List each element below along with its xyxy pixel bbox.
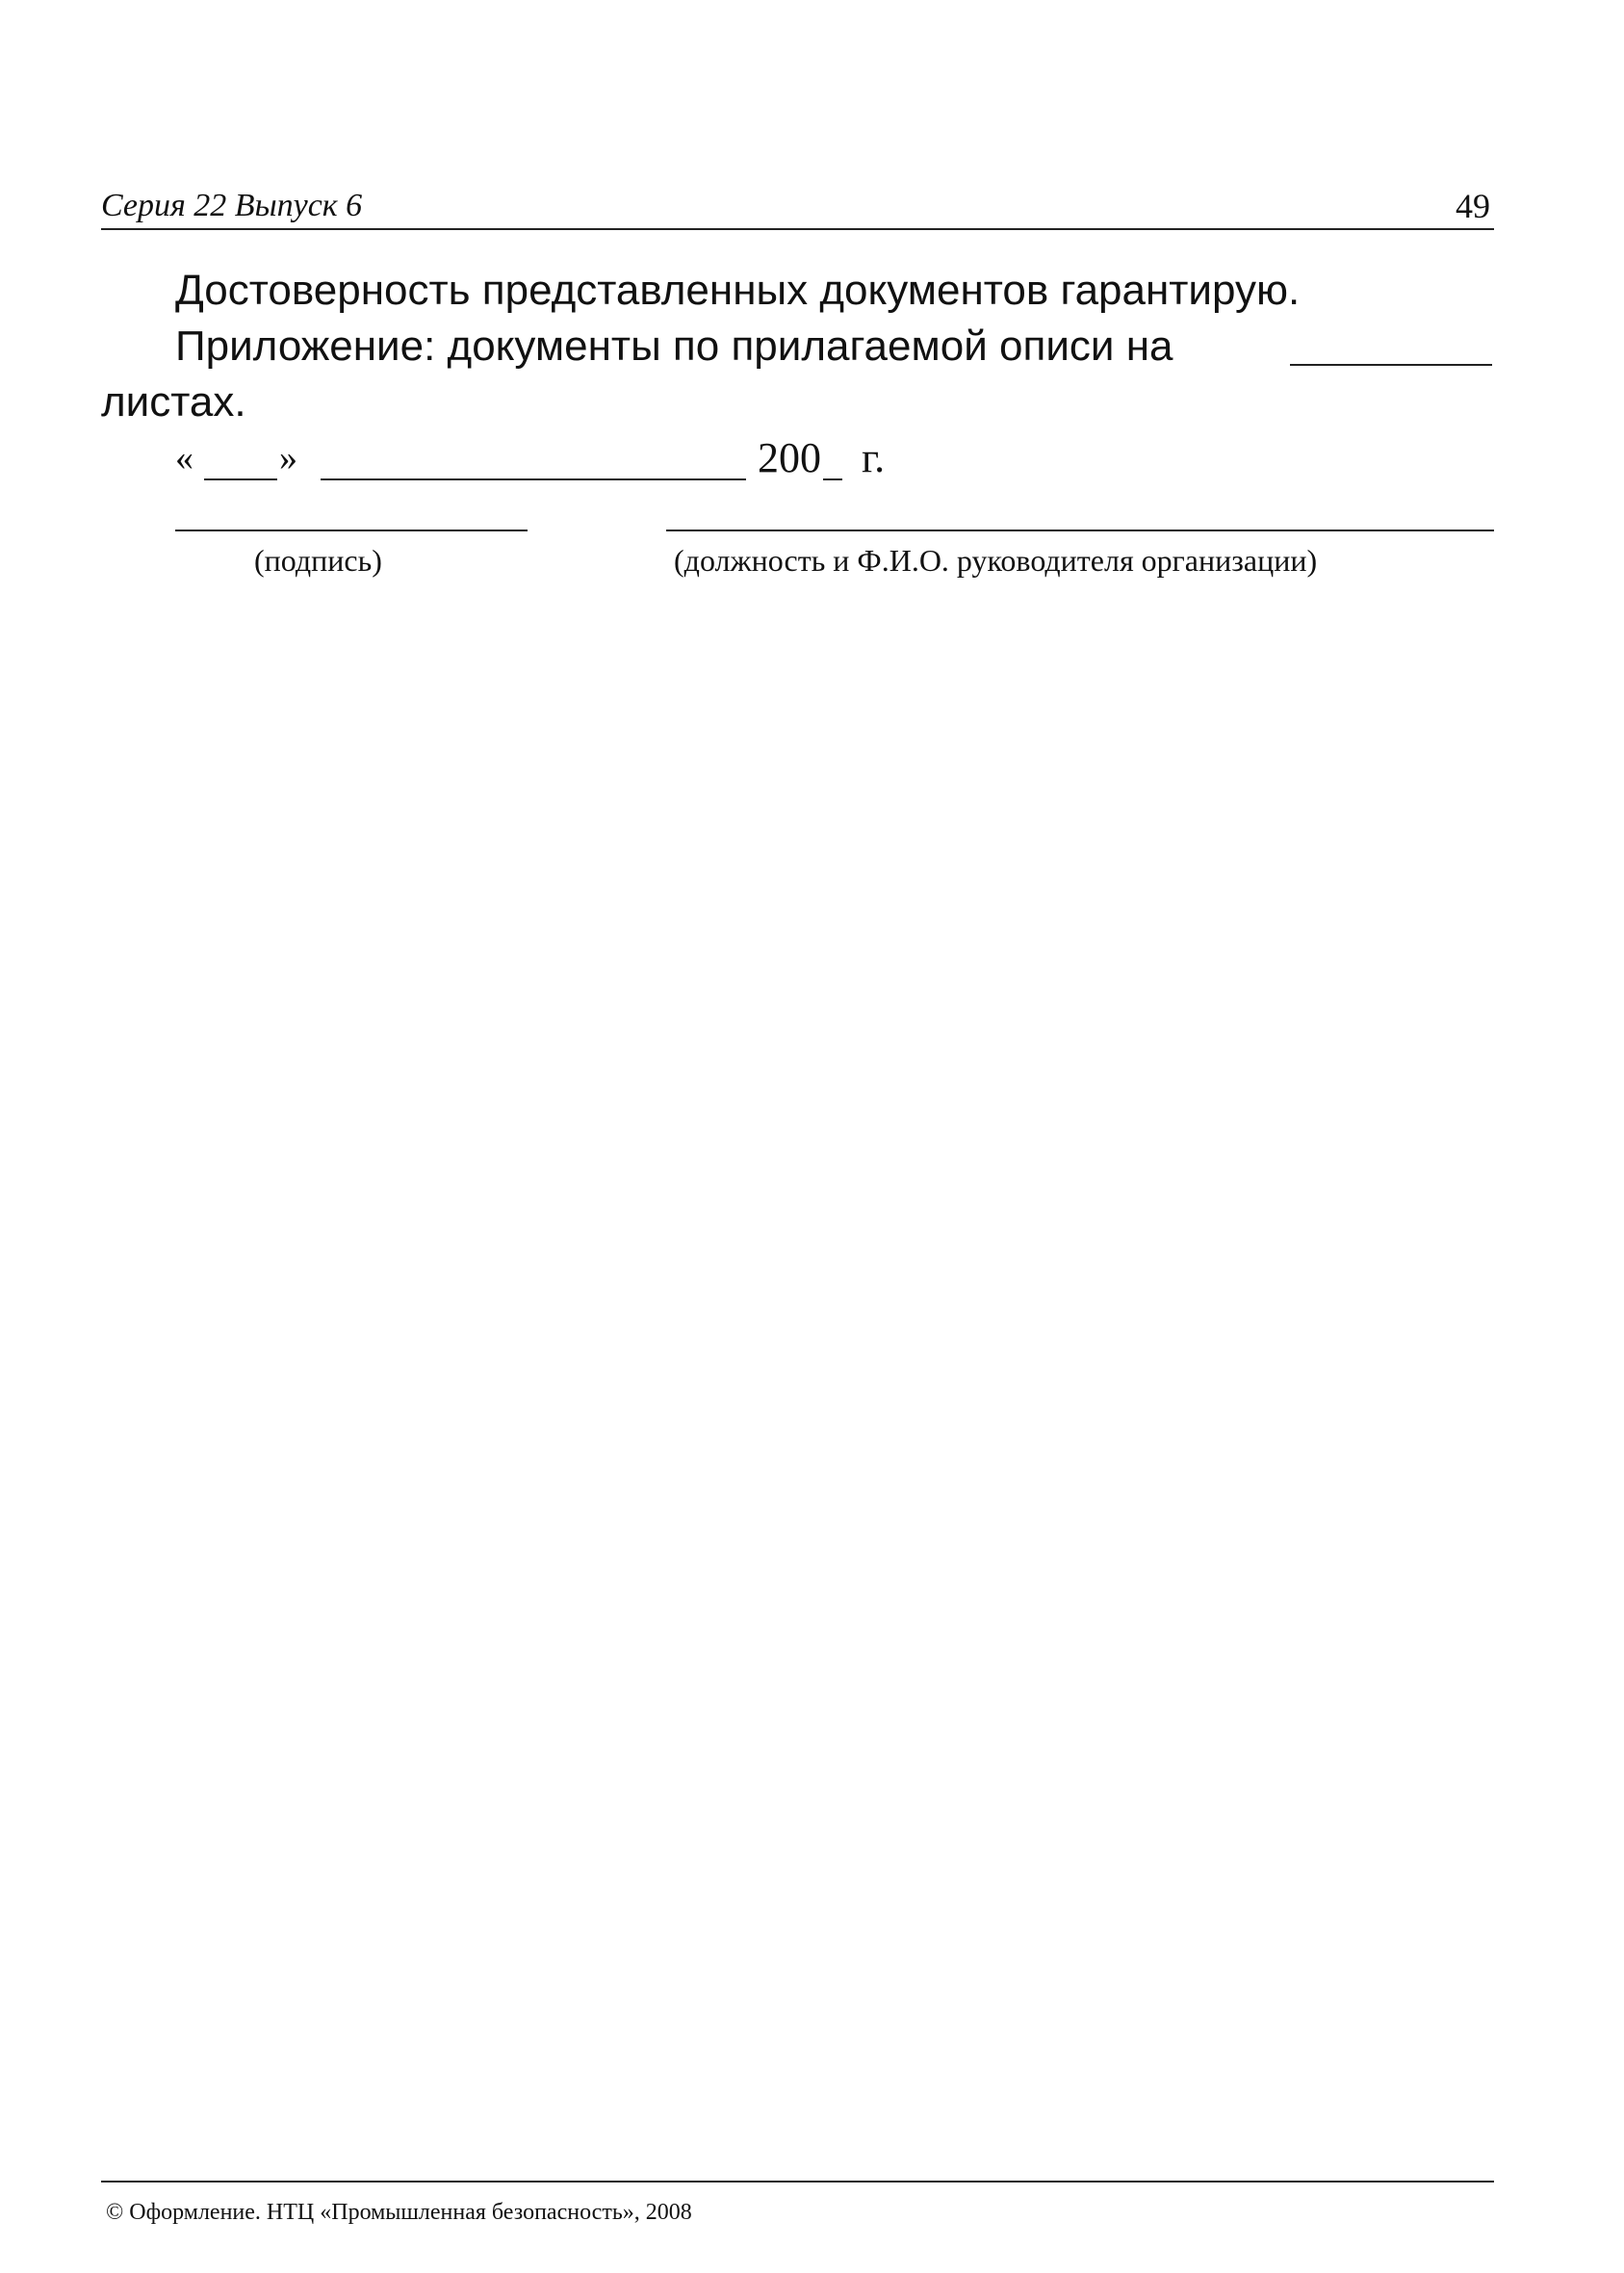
position-name-blank <box>666 530 1494 531</box>
position-caption: (должность и Ф.И.О. руководителя организации) <box>674 543 1318 578</box>
date-year-blank <box>823 478 842 480</box>
signature-caption: (подпись) <box>254 543 382 578</box>
date-close-quote: » <box>279 438 297 478</box>
statement-paragraph: Достоверность представленных документов гарантирую. <box>175 267 1301 314</box>
page-number: 49 <box>1456 187 1490 225</box>
date-open-quote: « <box>175 438 193 478</box>
signature-blank <box>175 530 528 531</box>
date-month-blank <box>321 478 746 480</box>
date-year-prefix: 200 <box>758 434 821 481</box>
footer-copyright: © Оформление. НТЦ «Промышленная безопасность», 2008 <box>106 2200 692 2225</box>
footer-rule <box>101 2181 1494 2183</box>
sheet-count-blank <box>1290 364 1492 366</box>
date-day-blank <box>204 478 277 480</box>
attachment-sheets-word: листах. <box>101 378 246 426</box>
header-series-title: Серия 22 Выпуск 6 <box>101 188 363 223</box>
header-rule <box>101 228 1494 230</box>
attachment-paragraph: Приложение: документы по прилагаемой описи на <box>175 323 1173 370</box>
date-year-suffix: г. <box>862 434 886 481</box>
